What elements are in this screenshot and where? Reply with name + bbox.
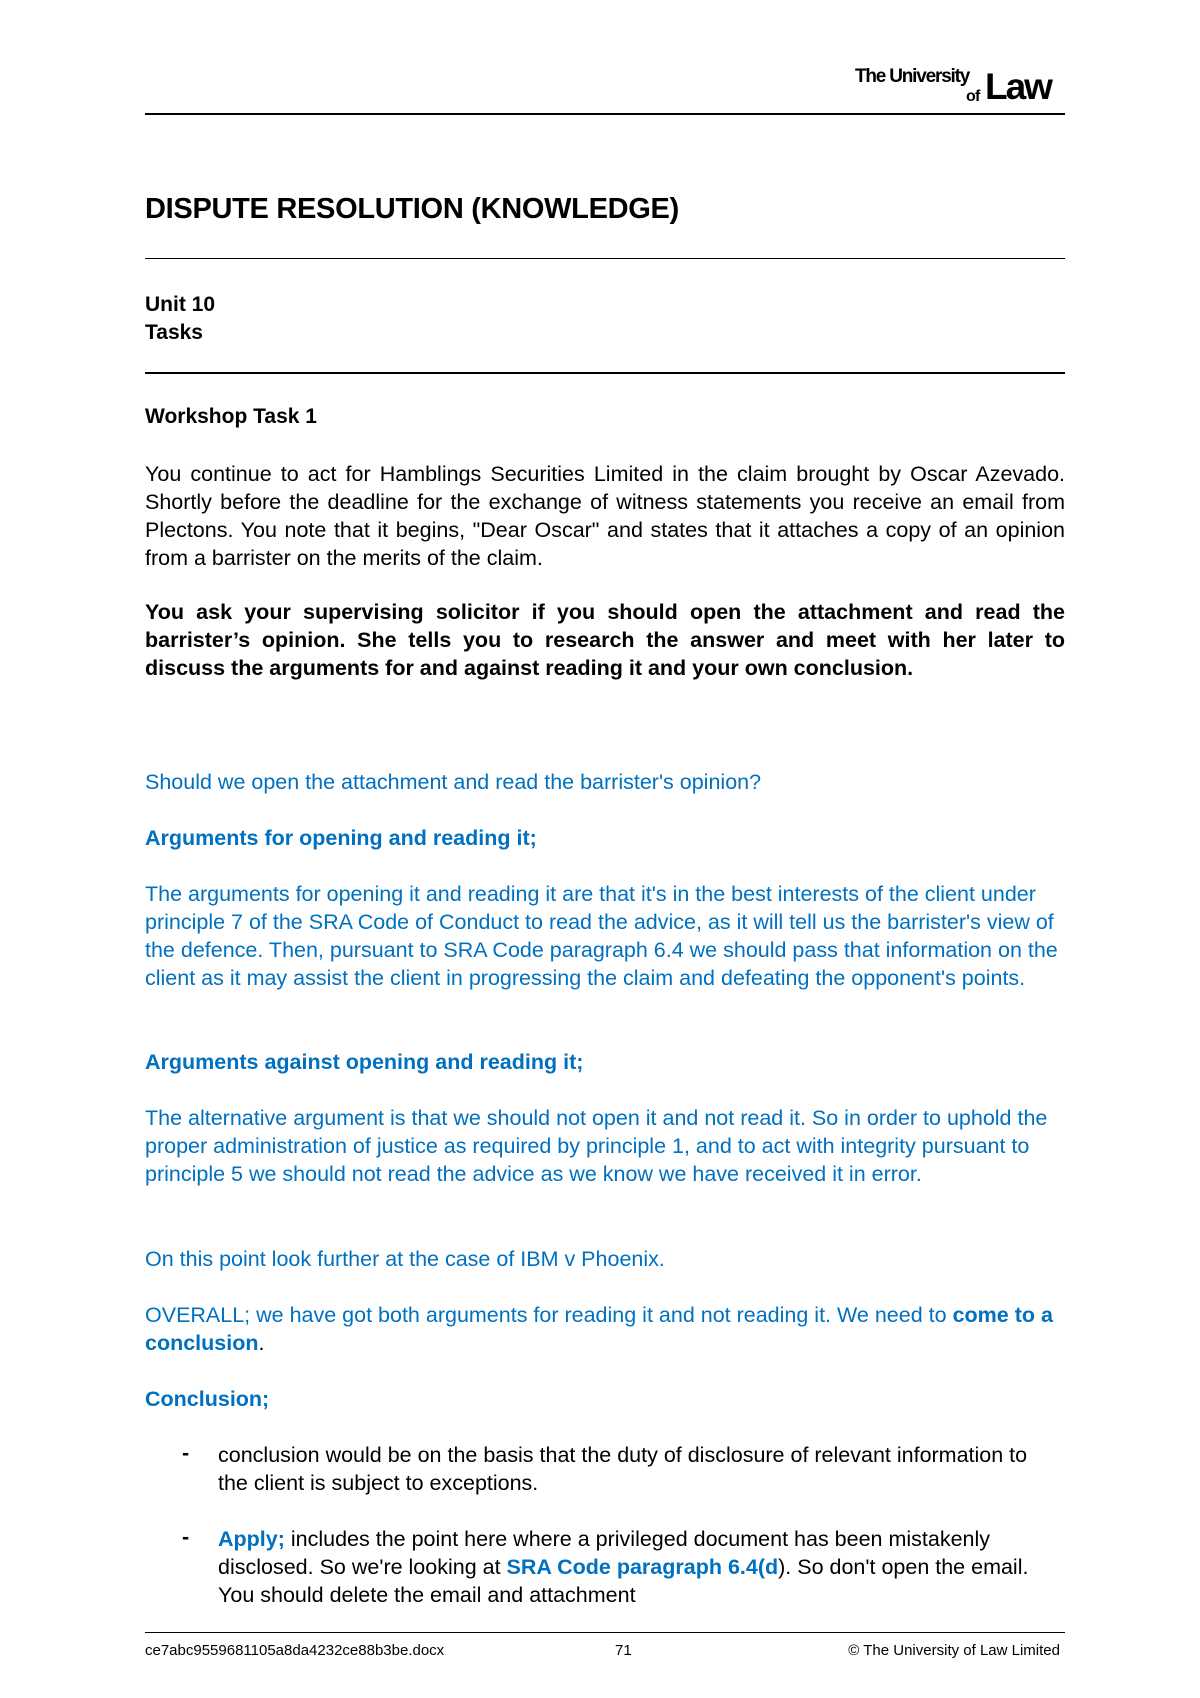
overall-text: OVERALL; we have got both arguments for reading it and not reading it. We need to: [145, 1303, 947, 1327]
university-of-law-logo: [855, 66, 1065, 106]
bullet-marker-2: -: [182, 1525, 190, 1549]
for-paragraph: The arguments for opening it and reading it are that it's in the best interests of the client under principle 7 of the SRA Code of Conduct to read the advice, as it will tell us the barrister's view of the defence. Then, pursuant to SRA Code paragraph 6.4 we should pass that information on the client as it may assist the client in progressing the claim and defeating the opponent's points.: [145, 882, 1058, 990]
case-note: On this point look further at the case of IBM v Phoenix.: [145, 1247, 665, 1271]
footer-divider: [145, 1632, 1065, 1633]
logo-university-text: The University: [855, 66, 970, 87]
unit-divider: [145, 372, 1065, 374]
logo-of-text: of: [966, 88, 980, 105]
tasks-label: Tasks: [145, 321, 203, 344]
overall-paragraph: [145, 1301, 1065, 1357]
footer-page-number: 71: [615, 1642, 632, 1659]
conclusion-bullet-2: [218, 1525, 1038, 1609]
unit-label: Unit 10: [145, 293, 216, 316]
apply-label: Apply;: [218, 1527, 285, 1551]
overall-bold-text: come to a conclusion: [145, 1303, 1053, 1355]
footer-filename: ce7abc9559681105a8da4232ce88b3be.docx: [145, 1642, 445, 1659]
title-divider: [145, 258, 1065, 259]
against-heading: Arguments against opening and reading it;: [145, 1050, 584, 1074]
task-heading: Workshop Task 1: [145, 405, 317, 428]
conclusion-bullet-1: conclusion would be on the basis that the duty of disclosure of relevant information to the client is subject to exceptions.: [218, 1443, 1028, 1495]
task-instruction-paragraph: You ask your supervising solicitor if you should open the attachment and read the barrister’s opinion. She tells you to research the answer and meet with her later to discuss the arguments for and against reading it and your own conclusion.: [145, 600, 1065, 680]
sra-code-reference: SRA Code paragraph 6.4(d: [506, 1555, 779, 1579]
unit-block: [145, 291, 215, 347]
bullet-2-text-a: includes the point here where a privileged document has been mistakenly disclosed. So we're looking at: [218, 1527, 991, 1579]
bullet-2-text-b: ). So don't open the email. You should delete the email and attachment: [218, 1555, 1029, 1607]
header-divider: [145, 113, 1065, 115]
footer-copyright: © The University of Law Limited: [848, 1642, 1060, 1659]
answer-question: Should we open the attachment and read the barrister's opinion?: [145, 770, 762, 794]
document-title: DISPUTE RESOLUTION (KNOWLEDGE): [145, 193, 679, 225]
task-intro-paragraph: You continue to act for Hamblings Securities Limited in the claim brought by Oscar Azevado. Shortly before the deadline for the exchange of witness statements you receive an email from Plectons. You note that it begins, "Dear Oscar" and states that it attaches a copy of an opinion from a barrister on the merits of the claim.: [145, 462, 1065, 570]
bullet-marker-1: -: [182, 1441, 190, 1465]
against-paragraph: The alternative argument is that we should not open it and not read it. So in order to uphold the proper administration of justice as required by principle 1, and to act with integrity pursuant to principle 5 we should not read the advice as we know we have received it in error.: [145, 1106, 1048, 1186]
conclusion-heading: Conclusion;: [145, 1387, 270, 1411]
overall-period: .: [258, 1331, 265, 1355]
for-heading: Arguments for opening and reading it;: [145, 826, 537, 850]
logo-law-text: Law: [985, 66, 1051, 107]
